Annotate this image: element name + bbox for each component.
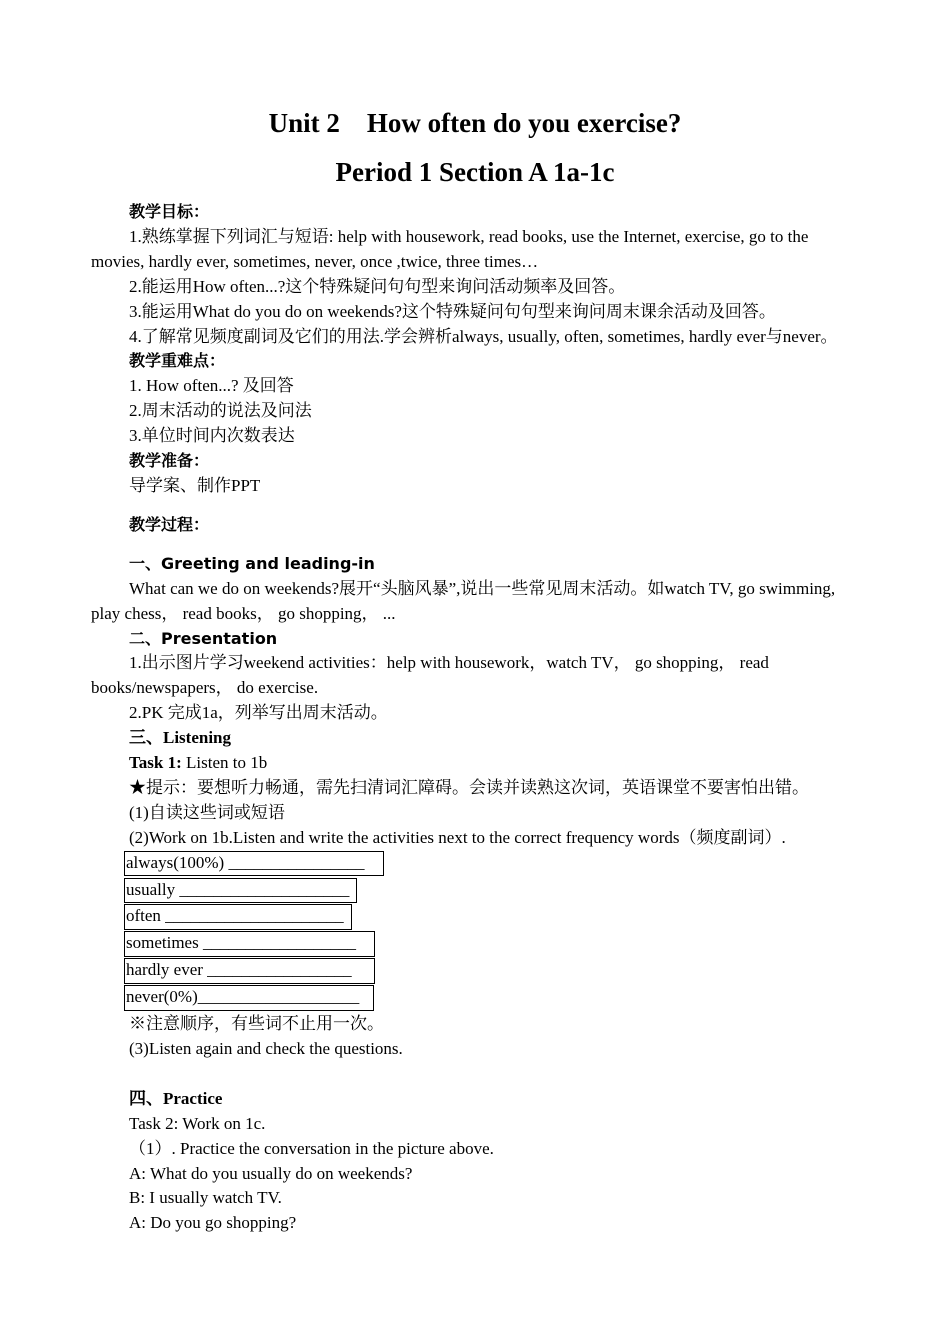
goal-item: 2.能运用How often...?这个特殊疑问句句型来询问活动频率及回答。 [129,276,626,296]
prep-text: 导学案、制作PPT [129,475,261,495]
task1-label: Task 1: [129,753,182,773]
page-title: Unit 2 How often do you exercise? [268,108,682,138]
key-point-item: 2.周末活动的说法及问法 [129,401,312,421]
prep-heading: 教学准备： [129,451,210,471]
page-subtitle: Period 1 Section A 1a-1c [335,157,615,187]
frequency-row[interactable]: sometimes __________________ [124,931,375,957]
process-heading: 教学过程： [129,514,210,534]
goals-heading: 教学目标： [129,202,210,221]
presentation-item: 2.PK 完成1a，列举写出周末活动。 [129,703,388,723]
goal-item: 3.能运用What do you do on weekends?这个特殊疑问句句型来询问周末课余活动及回答。 [129,301,776,321]
practice-step: （1）. Practice the conversation in the picture above. [129,1138,494,1158]
task1-text: Listen to 1b [181,753,268,773]
key-points-heading: 教学重难点： [129,351,226,371]
listening-step: (1)自读这些词或短语 [129,802,285,822]
task1-line [91,751,861,776]
section-practice-heading: 四、Practice [129,1088,223,1108]
section-greeting-heading: 一、Greeting and leading-in [129,553,375,573]
frequency-row[interactable]: often _____________________ [124,904,352,930]
section-presentation-heading: 二、Presentation [129,628,278,648]
document-body [91,200,861,1236]
section-listening-heading: 三、Listening [129,728,232,748]
frequency-table [124,851,374,1011]
goal-item: 4.了解常见频度副词及它们的用法.学会辨析always, usually, often, sometimes, hardly ever与never。 [129,326,838,346]
key-point-item: 3.单位时间内次数表达 [129,426,295,446]
key-point-item: 1. How often...? 及回答 [129,376,294,396]
listening-step: (2)Work on 1b.Listen and write the activities next to the correct frequency words（频度副词）. [129,827,786,847]
task2-line: Task 2: Work on 1c. [129,1113,266,1133]
dialogue-line: A: Do you go shopping? [129,1213,297,1233]
dialogue-line: B: I usually watch TV. [129,1188,282,1208]
frequency-row[interactable]: always(100%) ________________ [124,851,384,877]
presentation-item: 1.出示图片学习weekend activities：help with housework，watch TV， go shopping， read books/newspapers， do exercise. [91,653,769,698]
frequency-row[interactable]: usually ____________________ [124,878,357,904]
listening-note: ※注意顺序，有些词不止用一次。 [129,1014,384,1033]
frequency-row[interactable]: never(0%)___________________ [124,985,374,1011]
listening-tip: ★提示：要想听力畅通，需先扫清词汇障碍。会读并读熟这次词，英语课堂不要害怕出错。 [129,777,809,797]
frequency-row[interactable]: hardly ever _________________ [124,958,375,984]
section-greeting-text: What can we do on weekends?展开“头脑风暴”,说出一些常见周末活动。如watch TV, go swimming, play chess， read books， go shopping， ... [91,578,836,623]
listening-step: (3)Listen again and check the questions. [129,1038,403,1058]
dialogue-line: A: What do you usually do on weekends? [129,1163,413,1183]
goal-item: 1.熟练掌握下列词汇与短语: help with housework, read books, use the Internet, exercise, go to the movies, hardly ever, sometimes, never, once ,twice, three times… [91,226,809,271]
